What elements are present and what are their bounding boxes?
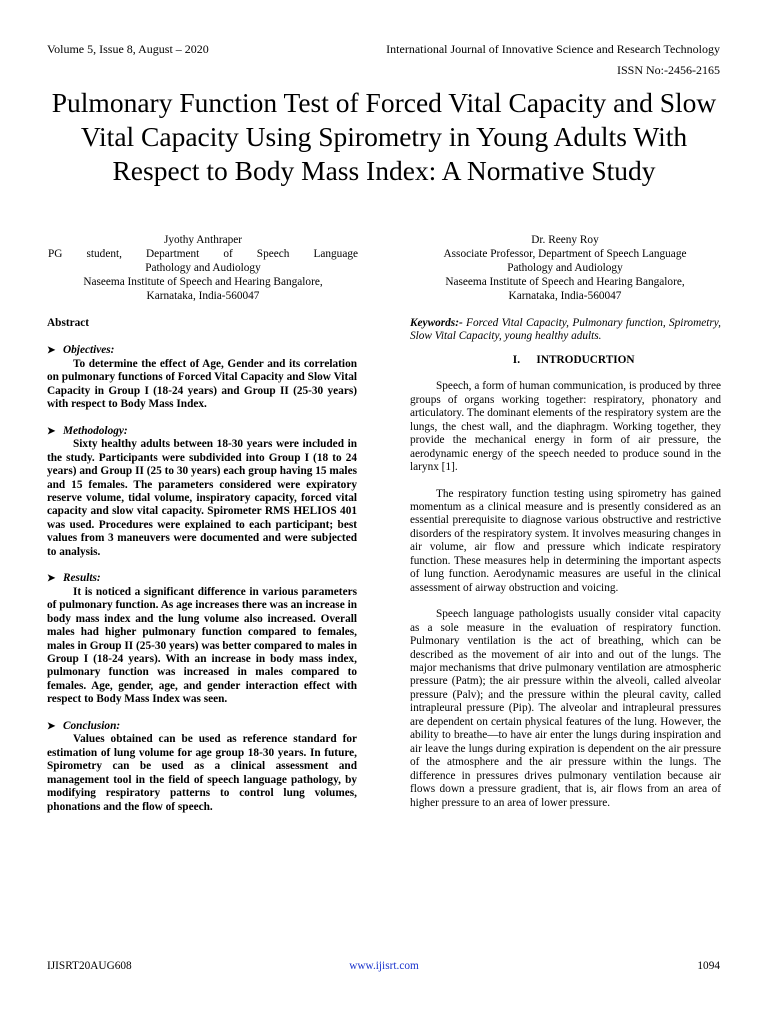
abstract-section-label: ➤ Results: [47,572,101,585]
header-volume-issue: Volume 5, Issue 8, August – 2020 [47,42,209,56]
abstract-section-label: ➤ Objectives: [47,344,115,357]
author-address: Karnataka, India-560047 [508,290,622,302]
author-institute: Naseema Institute of Speech and Hearing Bangalore, [445,276,685,288]
arrow-bullet-icon: ➤ [47,425,56,437]
keywords [410,317,721,344]
author-name: Jyothy Anthraper [163,234,243,246]
body-paragraph: Speech language pathologists usually consider vital capacity as a sole measure in the evaluation of respiratory function. Pulmonary ventilation is the act of breathing, which can be described as the movement of air into and out of the lungs. The major mechanisms that drive pulmonary ventilation are atmospheric pressure (Patm); the air pressure within the alveoli, called alveolar pressure (Palv); and the pressure within the pleural cavity, called intrapleural pressure (Pip). The alveolar and intrapleural pressures are dependent on certain physical features of the lung. However, the ability to breathe—to have air enter the lungs during inspiration and air leave the lungs during expiration is dependent on the air pressure of the atmosphere and the air pressure within the lungs. The difference in pressures drives pulmonary ventilation because air flows down a pressure gradient, that is, air flows from an area of higher pressure to an area of lower pressure. [410,608,721,809]
paper-title: Pulmonary Function Test of Forced Vital Capacity and Slow Vital Capacity Using Spirometry in Young Adults With Respect to Body Mass Index: A Normative Study [51,87,717,186]
header-issn: ISSN No:-2456-2165 [616,63,720,77]
body-column [410,317,721,823]
body-paragraph: The respiratory function testing using spirometry has gained momentum as a clinical measure and is presently considered as an essential prerequisite to diagnose various obstructive and restrictive disorders of the respiratory system. It involves measuring changes in air volume, air flow and pressure which indicate respiratory function. These measures help in determining the important aspects of lung function. Aerodynamic measures are useful in the clinical assessment of airway obstruction and voicing. [410,487,721,594]
abstract-heading: Abstract [47,317,90,329]
header-journal-name: International Journal of Innovative Science and Research Technology [386,42,720,56]
footer-page-number: 1094 [697,960,720,972]
abstract-results-text: It is noticed a significant difference in various parameters of pulmonary function. As age increases there was an increase in body mass index and the lung volume also increased. Overall males had higher pulmonary function compared to females, males in Group II (25-30 years) was better compared to males in Group I (18-24 years). With an increase in body mass index, pulmonary function was increased in males compared to females. Age, gender, age, and gender interaction effect with respect to Body Mass Index was seen. [47,585,357,706]
author-block-1 [48,233,358,303]
section-heading [410,354,721,367]
author-role: PG student, Department of Speech Language [48,248,358,260]
abstract-column [47,317,357,827]
keywords-text: Forced Vital Capacity, Pulmonary function, Spirometry, Slow Vital Capacity, young healthy adults. [410,317,721,343]
abstract-methodology-text: Sixty healthy adults between 18-30 years were included in the study. Participants were subdivided into Group I (18 to 24 years) and Group II (25 to 30 years) each group having 15 males and 15 females. The parameters considered were expiratory reserve volume, tidal volume, inspiratory capacity, forced vital capacity and slow vital capacity. Spirometer RMS HELIOS 401 was used. Procedures were explained to each participant; best values from 3 maneuvers were documented and were subjected to analysis. [47,438,357,558]
abstract-section-label: ➤ Conclusion: [47,719,121,732]
author-role: Associate Professor, Department of Speech Language [443,248,687,260]
footer-website-link[interactable]: www.ijisrt.com [349,960,419,972]
author-institute: Naseema Institute of Speech and Hearing Bangalore, [83,276,323,288]
arrow-bullet-icon: ➤ [47,720,56,732]
abstract-objectives-text: To determine the effect of Age, Gender and its correlation on pulmonary functions of Forced Vital Capacity and Slow Vital Capacity in Group I (18-24 years) and Group II (25-30 years) with respect to Body Mass Index. [47,357,357,411]
footer-paper-id: IJISRT20AUG608 [47,960,132,972]
author-name: Dr. Reeny Roy [531,234,599,246]
arrow-bullet-icon: ➤ [47,573,56,585]
abstract-conclusion-text: Values obtained can be used as reference standard for estimation of lung volume for age group 18-30 years. In future, Spirometry can be used as a clinical assessment and management tool in the field of speech language pathology, by modifying respiratory patterns to control lung volumes, phonations and the flow of speech. [47,733,357,813]
section-number: I. [512,353,521,366]
keywords-label: Keywords:- [410,317,463,329]
author-address: Karnataka, India-560047 [146,290,260,302]
arrow-bullet-icon: ➤ [47,345,56,357]
author-department: Pathology and Audiology [145,262,261,274]
body-paragraph: Speech, a form of human communication, is produced by three groups of organs working together: respiratory, phonatory and articulatory. The dominant elements of the respiratory system are the lungs, the chest wall, and the diaphragm. Working together, they provide the mechanical energy in form of air pressure, the aerodynamic energy of the speech needed to produce sound in the larynx [1]. [410,380,721,474]
author-department: Pathology and Audiology [507,262,623,274]
author-block-2 [410,233,720,303]
section-title: INTRODUCRTION [536,353,635,366]
abstract-section-label: ➤ Methodology: [47,424,128,437]
